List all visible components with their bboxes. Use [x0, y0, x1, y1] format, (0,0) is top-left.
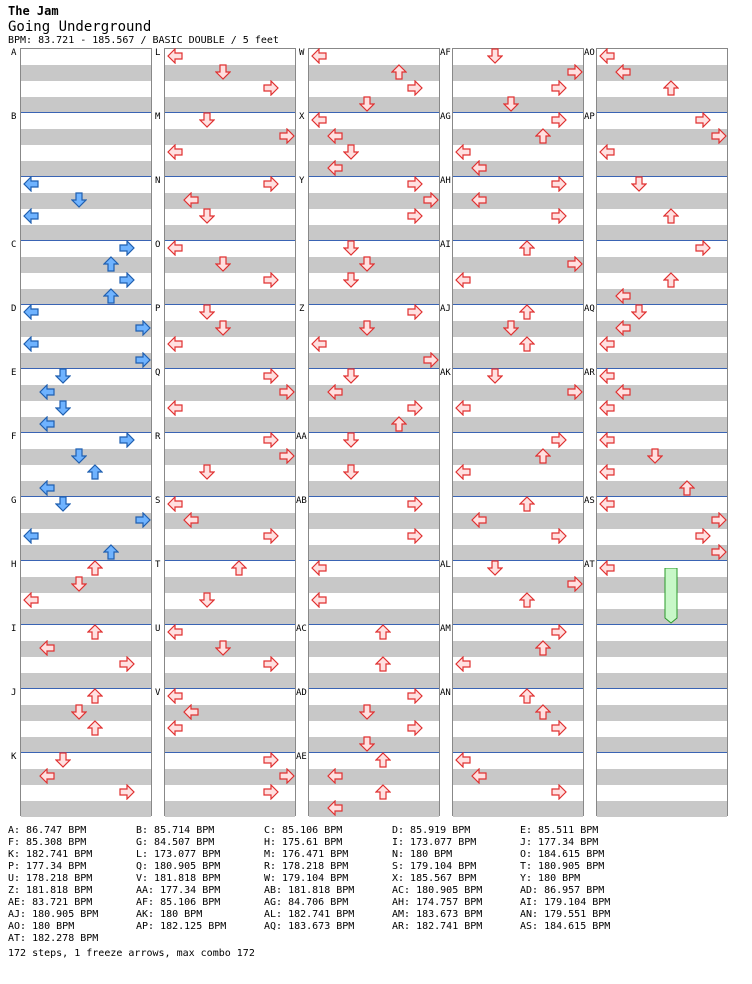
step-arrow-right	[263, 272, 279, 288]
measure-label: T	[155, 560, 161, 570]
bpm-entry: L: 173.077 BPM	[136, 849, 221, 860]
step-arrow-left	[311, 112, 327, 128]
bpm-entry: AO: 180 BPM	[8, 921, 75, 932]
step-arrow-down	[647, 448, 663, 464]
measure-label: O	[155, 240, 161, 250]
step-arrow-left	[615, 320, 631, 336]
measure-label: AG	[440, 112, 451, 122]
step-arrow-down	[359, 736, 375, 752]
bpm-entry: R: 178.218 BPM	[264, 861, 349, 872]
step-arrow-right	[407, 720, 423, 736]
step-arrow-down	[343, 240, 359, 256]
step-arrow-left	[471, 192, 487, 208]
step-arrow-up	[87, 720, 103, 736]
step-arrow-right	[119, 272, 135, 288]
measure-label: I	[11, 624, 17, 634]
step-arrow-left	[39, 384, 55, 400]
step-arrow-up	[535, 448, 551, 464]
step-arrow-down	[487, 48, 503, 64]
freeze-arrow	[663, 568, 679, 624]
step-arrow-up	[663, 208, 679, 224]
step-arrow-right	[279, 448, 295, 464]
step-arrow-right	[407, 528, 423, 544]
step-arrow-down	[343, 368, 359, 384]
step-arrow-left	[327, 768, 343, 784]
step-arrow-right	[263, 752, 279, 768]
measure-label: K	[11, 752, 17, 762]
step-arrow-left	[39, 768, 55, 784]
step-arrow-up	[87, 688, 103, 704]
step-arrow-up	[231, 560, 247, 576]
step-arrow-right	[263, 368, 279, 384]
measure-label: Q	[155, 368, 161, 378]
step-arrow-right	[423, 352, 439, 368]
bpm-entry: I: 173.077 BPM	[392, 837, 477, 848]
step-arrow-up	[679, 480, 695, 496]
measure-label: M	[155, 112, 161, 122]
step-arrow-right	[695, 528, 711, 544]
step-arrow-down	[71, 704, 87, 720]
step-arrow-down	[631, 176, 647, 192]
step-arrow-left	[39, 640, 55, 656]
bpm-entry: M: 176.471 BPM	[264, 849, 349, 860]
step-arrow-up	[535, 640, 551, 656]
step-arrow-up	[663, 272, 679, 288]
step-arrow-left	[183, 704, 199, 720]
step-arrow-up	[375, 784, 391, 800]
step-arrow-left	[311, 560, 327, 576]
measure-label: C	[11, 240, 17, 250]
bpm-entry: A: 86.747 BPM	[8, 825, 87, 836]
step-arrow-down	[55, 752, 71, 768]
bpm-entry: AC: 180.905 BPM	[392, 885, 483, 896]
step-arrow-right	[263, 528, 279, 544]
step-arrow-up	[375, 656, 391, 672]
step-arrow-down	[215, 320, 231, 336]
step-arrow-down	[71, 192, 87, 208]
measure-label: F	[11, 432, 17, 442]
step-arrow-up	[535, 128, 551, 144]
step-arrow-right	[263, 80, 279, 96]
step-arrow-up	[519, 240, 535, 256]
step-arrow-down	[487, 560, 503, 576]
measure-label: B	[11, 112, 17, 122]
step-arrow-right	[263, 176, 279, 192]
step-arrow-left	[599, 368, 615, 384]
step-arrow-up	[535, 704, 551, 720]
step-arrow-left	[599, 496, 615, 512]
step-arrow-right	[551, 80, 567, 96]
step-arrow-down	[343, 464, 359, 480]
step-arrow-left	[471, 160, 487, 176]
step-arrow-down	[71, 576, 87, 592]
step-arrow-right	[407, 496, 423, 512]
measure-label: AA	[296, 432, 307, 442]
step-arrow-left	[167, 624, 183, 640]
bpm-entry: H: 175.61 BPM	[264, 837, 343, 848]
bpm-entry: K: 182.741 BPM	[8, 849, 93, 860]
bpm-entry: AN: 179.551 BPM	[520, 909, 611, 920]
step-arrow-right	[567, 576, 583, 592]
measure-label: AM	[440, 624, 451, 634]
bpm-entry: O: 184.615 BPM	[520, 849, 605, 860]
step-arrow-right	[135, 320, 151, 336]
step-arrow-up	[87, 464, 103, 480]
chart-column	[596, 48, 728, 816]
bpm-entry: AI: 179.104 BPM	[520, 897, 611, 908]
step-arrow-left	[615, 384, 631, 400]
step-arrow-down	[55, 496, 71, 512]
measure-label: AT	[584, 560, 595, 570]
measure-label: X	[299, 112, 305, 122]
bpm-entry: Y: 180 BPM	[520, 873, 581, 884]
step-arrow-down	[503, 96, 519, 112]
step-arrow-down	[215, 256, 231, 272]
step-arrow-left	[327, 800, 343, 816]
bpm-entry: AR: 182.741 BPM	[392, 921, 483, 932]
step-arrow-down	[215, 64, 231, 80]
measure-label: AP	[584, 112, 595, 122]
step-arrow-left	[327, 160, 343, 176]
step-arrow-right	[263, 784, 279, 800]
step-arrow-left	[455, 400, 471, 416]
measure-label: AS	[584, 496, 595, 506]
step-arrow-up	[519, 592, 535, 608]
step-arrow-left	[599, 464, 615, 480]
step-arrow-up	[375, 752, 391, 768]
step-arrow-left	[23, 336, 39, 352]
step-arrow-down	[199, 304, 215, 320]
step-arrow-left	[167, 48, 183, 64]
bpm-entry: T: 180.905 BPM	[520, 861, 605, 872]
measure-label: A	[11, 48, 17, 58]
step-arrow-down	[55, 368, 71, 384]
measure-label: J	[11, 688, 17, 698]
step-arrow-right	[407, 688, 423, 704]
step-arrow-down	[631, 304, 647, 320]
step-arrow-right	[407, 208, 423, 224]
step-arrow-left	[167, 720, 183, 736]
step-arrow-right	[135, 512, 151, 528]
bpm-entry: Z: 181.818 BPM	[8, 885, 93, 896]
step-arrow-down	[199, 592, 215, 608]
bpm-entry: J: 177.34 BPM	[520, 837, 599, 848]
step-arrow-right	[551, 112, 567, 128]
step-arrow-up	[519, 336, 535, 352]
step-arrow-up	[519, 496, 535, 512]
step-arrow-left	[183, 192, 199, 208]
bpm-entry: AD: 86.957 BPM	[520, 885, 605, 896]
step-arrow-down	[487, 368, 503, 384]
bpm-entry: AB: 181.818 BPM	[264, 885, 355, 896]
step-arrow-up	[87, 560, 103, 576]
step-arrow-left	[23, 592, 39, 608]
step-arrow-down	[503, 320, 519, 336]
step-arrow-right	[263, 432, 279, 448]
measure-label: V	[155, 688, 161, 698]
bpm-entry: N: 180 BPM	[392, 849, 453, 860]
step-arrow-up	[663, 80, 679, 96]
bpm-entry: AQ: 183.673 BPM	[264, 921, 355, 932]
bpm-entry: U: 178.218 BPM	[8, 873, 93, 884]
step-arrow-left	[471, 512, 487, 528]
measure-label: AI	[440, 240, 451, 250]
measure-label: N	[155, 176, 161, 186]
bpm-entry: AJ: 180.905 BPM	[8, 909, 99, 920]
measure-label: AC	[296, 624, 307, 634]
measure-label: AQ	[584, 304, 595, 314]
measure-label: G	[11, 496, 17, 506]
step-arrow-right	[711, 128, 727, 144]
step-arrow-down	[359, 320, 375, 336]
measure-label: AF	[440, 48, 451, 58]
step-arrow-right	[551, 624, 567, 640]
step-arrow-left	[167, 240, 183, 256]
step-arrow-right	[407, 400, 423, 416]
measure-label: Y	[299, 176, 305, 186]
bpm-entry: AA: 177.34 BPM	[136, 885, 221, 896]
step-arrow-down	[215, 640, 231, 656]
step-arrow-right	[135, 352, 151, 368]
step-arrow-up	[391, 416, 407, 432]
bpm-entry: P: 177.34 BPM	[8, 861, 87, 872]
measure-label: AH	[440, 176, 451, 186]
bpm-entry: AE: 83.721 BPM	[8, 897, 93, 908]
step-arrow-left	[327, 128, 343, 144]
measure-label: D	[11, 304, 17, 314]
step-arrow-right	[567, 64, 583, 80]
bpm-entry: AP: 182.125 BPM	[136, 921, 227, 932]
step-arrow-left	[167, 144, 183, 160]
bpm-entry: X: 185.567 BPM	[392, 873, 477, 884]
measure-label: U	[155, 624, 161, 634]
step-arrow-left	[23, 528, 39, 544]
measure-label: H	[11, 560, 17, 570]
step-arrow-left	[455, 272, 471, 288]
step-arrow-right	[551, 528, 567, 544]
measure-label: W	[299, 48, 305, 58]
bpm-entry: V: 181.818 BPM	[136, 873, 221, 884]
step-arrow-right	[407, 80, 423, 96]
measure-label: AR	[584, 368, 595, 378]
step-arrow-left	[599, 400, 615, 416]
step-arrow-left	[599, 432, 615, 448]
bpm-entry: C: 85.106 BPM	[264, 825, 343, 836]
step-arrow-down	[71, 448, 87, 464]
step-arrow-left	[23, 208, 39, 224]
bpm-entry: Q: 180.905 BPM	[136, 861, 221, 872]
step-arrow-down	[359, 96, 375, 112]
step-arrow-up	[103, 256, 119, 272]
step-arrow-left	[311, 48, 327, 64]
artist-name: The Jam	[8, 4, 59, 18]
bpm-entry: B: 85.714 BPM	[136, 825, 215, 836]
step-arrow-left	[39, 416, 55, 432]
step-arrow-down	[359, 256, 375, 272]
step-arrow-left	[615, 64, 631, 80]
step-arrow-up	[87, 624, 103, 640]
bpm-entry: S: 179.104 BPM	[392, 861, 477, 872]
step-arrow-right	[279, 128, 295, 144]
step-arrow-right	[119, 784, 135, 800]
measure-label: AL	[440, 560, 451, 570]
step-arrow-left	[23, 304, 39, 320]
step-arrow-up	[391, 64, 407, 80]
step-arrow-left	[599, 336, 615, 352]
measure-label: AJ	[440, 304, 451, 314]
step-arrow-right	[695, 112, 711, 128]
bpm-entry: E: 85.511 BPM	[520, 825, 599, 836]
step-arrow-up	[375, 624, 391, 640]
bpm-entry: AH: 174.757 BPM	[392, 897, 483, 908]
step-arrow-left	[471, 768, 487, 784]
step-arrow-right	[407, 304, 423, 320]
measure-label: AE	[296, 752, 307, 762]
measure-label: R	[155, 432, 161, 442]
measure-label: S	[155, 496, 161, 506]
step-arrow-left	[183, 512, 199, 528]
step-arrow-up	[103, 544, 119, 560]
step-arrow-left	[455, 656, 471, 672]
step-arrow-left	[311, 592, 327, 608]
step-arrow-right	[711, 512, 727, 528]
step-arrow-left	[599, 48, 615, 64]
step-arrow-down	[199, 208, 215, 224]
bpm-entry: F: 85.308 BPM	[8, 837, 87, 848]
bpm-entry: AT: 182.278 BPM	[8, 933, 99, 944]
step-arrow-right	[119, 240, 135, 256]
bpm-entry: D: 85.919 BPM	[392, 825, 471, 836]
step-arrow-down	[343, 144, 359, 160]
step-arrow-left	[23, 176, 39, 192]
step-arrow-right	[279, 384, 295, 400]
step-arrow-left	[599, 560, 615, 576]
step-arrow-left	[455, 752, 471, 768]
bpm-entry: AS: 184.615 BPM	[520, 921, 611, 932]
measure-label: AO	[584, 48, 595, 58]
step-arrow-down	[199, 464, 215, 480]
step-arrow-up	[103, 288, 119, 304]
step-arrow-left	[455, 144, 471, 160]
chart-summary: 172 steps, 1 freeze arrows, max combo 172	[8, 948, 255, 959]
step-arrow-right	[551, 208, 567, 224]
step-arrow-down	[359, 704, 375, 720]
step-arrow-left	[167, 496, 183, 512]
step-arrow-up	[519, 304, 535, 320]
step-arrow-left	[455, 464, 471, 480]
bpm-entry: AK: 180 BPM	[136, 909, 203, 920]
measure-label: AB	[296, 496, 307, 506]
step-arrow-up	[519, 688, 535, 704]
step-arrow-right	[263, 656, 279, 672]
step-arrow-right	[711, 544, 727, 560]
step-arrow-left	[327, 384, 343, 400]
step-arrow-down	[343, 432, 359, 448]
bpm-entry: AG: 84.706 BPM	[264, 897, 349, 908]
step-arrow-right	[119, 432, 135, 448]
bpm-entry: AM: 183.673 BPM	[392, 909, 483, 920]
step-arrow-left	[167, 688, 183, 704]
bpm-entry: AF: 85.106 BPM	[136, 897, 221, 908]
bpm-entry: W: 179.104 BPM	[264, 873, 349, 884]
step-arrow-left	[615, 288, 631, 304]
step-arrow-right	[279, 768, 295, 784]
step-arrow-down	[199, 112, 215, 128]
step-arrow-right	[407, 176, 423, 192]
measure-label: AN	[440, 688, 451, 698]
measure-label: AD	[296, 688, 307, 698]
step-arrow-right	[551, 432, 567, 448]
step-arrow-left	[167, 400, 183, 416]
bpm-entry: G: 84.507 BPM	[136, 837, 215, 848]
step-arrow-right	[567, 256, 583, 272]
song-title: Going Underground	[8, 19, 152, 35]
step-arrow-right	[119, 656, 135, 672]
step-arrow-left	[167, 336, 183, 352]
measure-label: L	[155, 48, 161, 58]
step-arrow-right	[423, 192, 439, 208]
step-arrow-right	[551, 784, 567, 800]
step-arrow-left	[599, 144, 615, 160]
step-arrow-right	[695, 240, 711, 256]
step-arrow-left	[39, 480, 55, 496]
bpm-entry: AL: 182.741 BPM	[264, 909, 355, 920]
measure-label: E	[11, 368, 17, 378]
step-arrow-right	[551, 176, 567, 192]
step-arrow-right	[567, 384, 583, 400]
measure-label: AK	[440, 368, 451, 378]
measure-label: Z	[299, 304, 305, 314]
step-arrow-right	[551, 720, 567, 736]
measure-label: P	[155, 304, 161, 314]
chart-meta: BPM: 83.721 - 185.567 / BASIC DOUBLE / 5 feet	[8, 35, 279, 46]
step-arrow-left	[311, 336, 327, 352]
step-arrow-down	[343, 272, 359, 288]
step-arrow-down	[55, 400, 71, 416]
